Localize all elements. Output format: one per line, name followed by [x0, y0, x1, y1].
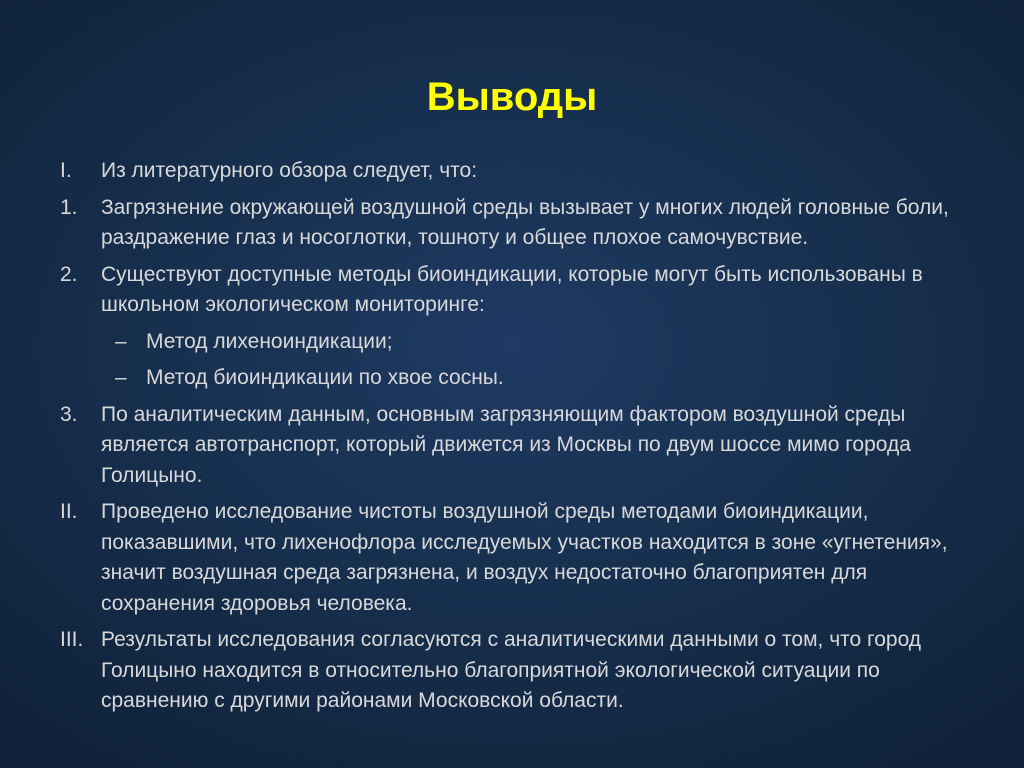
slide-title: Выводы: [426, 75, 598, 119]
slide-content: [60, 156, 960, 723]
list-item: [60, 193, 960, 254]
list-item: [60, 260, 960, 321]
dash-marker: –: [115, 329, 127, 353]
list-marker: III.: [60, 628, 84, 651]
list-marker: II.: [60, 500, 78, 523]
sub-list-item: [60, 327, 960, 358]
list-item-text: Загрязнение окружающей воздушной среды вызывает у многих людей головные боли, раздражение глаз и носоглотки, тошноту и общее плохое самочувствие.: [101, 195, 949, 249]
dash-marker: –: [115, 366, 127, 389]
sub-list-item: [60, 363, 960, 394]
list-marker: 1.: [60, 195, 78, 219]
list-item: [60, 625, 960, 717]
list-item: [60, 156, 960, 187]
list-marker: 2.: [60, 262, 78, 286]
list-marker: I.: [60, 159, 72, 182]
list-marker: 3.: [60, 402, 78, 426]
list-item-text: Проведено исследование чистоты воздушной среды методами биоиндикации, показавшими, что лихенофлора исследуемых участков находится в зоне «угнетения», значит воздушная среда загрязнена, и воздух недостаточно благоприятен для сохранения здоровья человека.: [101, 500, 948, 615]
list-item-text: Результаты исследования согласуются с аналитическими данными о том, что город Голицыно находится в относительно благоприятной экологической ситуации по сравнению с другими районами Московской области.: [101, 628, 922, 712]
sub-list-item-text: Метод лихеноиндикации;: [146, 329, 393, 353]
list-item-text: По аналитическим данным, основным загрязняющим фактором воздушной среды является автотранспорт, который движется из Москвы по двум шоссе мимо города Голицыно.: [101, 402, 911, 487]
list-item: [60, 497, 960, 619]
list-item-text: Существуют доступные методы биоиндикации, которые могут быть использованы в школьном экологическом мониторинге:: [101, 262, 923, 316]
list-item-text: Из литературного обзора следует, что:: [101, 159, 478, 182]
list-item: [60, 400, 960, 492]
sub-list-item-text: Метод биоиндикации по хвое сосны.: [146, 366, 504, 389]
